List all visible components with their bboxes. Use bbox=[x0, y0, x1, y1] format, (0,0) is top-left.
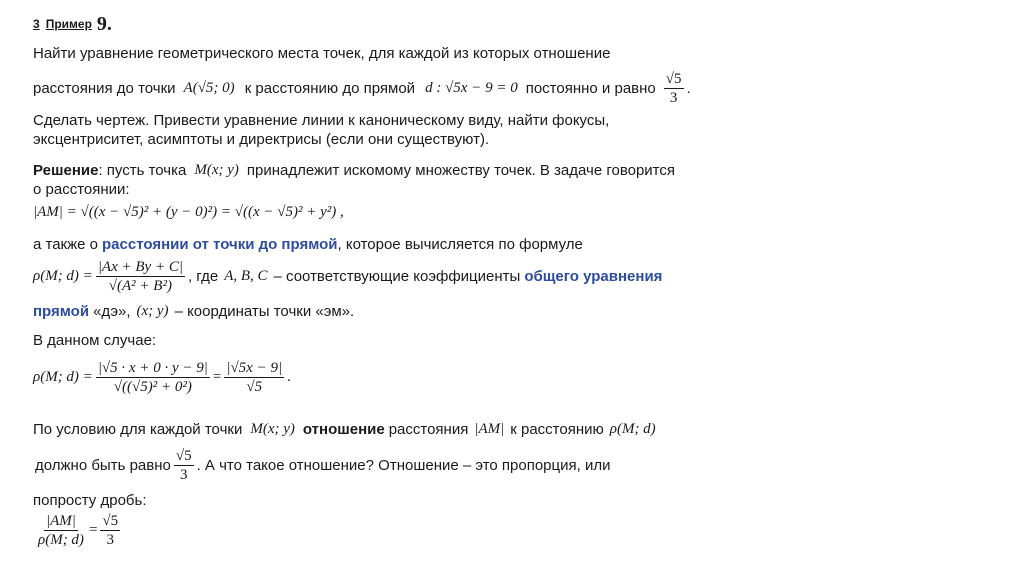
solution-line-8 bbox=[33, 447, 753, 483]
final-num: |AM| bbox=[46, 512, 76, 529]
am-abs: |AM| bbox=[474, 421, 505, 437]
case-end: . bbox=[287, 368, 291, 385]
solution-line-1 bbox=[33, 161, 753, 180]
line-d: d : √5x − 9 = 0 bbox=[425, 79, 518, 96]
ratio-num: √5 bbox=[665, 70, 682, 87]
solution-line-6: В данном случае: bbox=[33, 332, 157, 349]
solution-text-7a: По условию для каждой точки bbox=[33, 421, 243, 438]
solution-text-3b: , которое вычисляется по формуле bbox=[337, 236, 583, 253]
case-fraction-1 bbox=[96, 360, 210, 395]
solution-label: Решение bbox=[33, 162, 99, 179]
ratio-den-2: 3 bbox=[179, 466, 188, 483]
document-page bbox=[33, 12, 753, 550]
solution-line-7 bbox=[33, 420, 753, 439]
final-equals: = bbox=[88, 521, 98, 538]
solution-text-8b: . А что такое отношение? Отношение – это пропорция, или bbox=[196, 456, 611, 474]
case-formula-row bbox=[33, 350, 753, 404]
link-general-equation[interactable]: общего уравнения bbox=[524, 267, 663, 285]
rho-md: ρ(M; d) bbox=[609, 421, 656, 437]
case-num-2: |√5x − 9| bbox=[226, 359, 283, 376]
final-fraction-left bbox=[36, 513, 86, 548]
final-formula-row bbox=[33, 510, 753, 550]
example-header bbox=[33, 12, 753, 36]
problem-text-c: постоянно и равно bbox=[525, 79, 656, 97]
rho-formula-row bbox=[33, 254, 753, 298]
solution-text-5a: «дэ», bbox=[93, 303, 131, 320]
solution-text-8a: должно быть равно bbox=[35, 456, 171, 474]
solution-text-7c: к расстоянию bbox=[510, 421, 604, 438]
coords-xy: (x; y) bbox=[136, 303, 169, 319]
solution-line-2: о расстоянии: bbox=[33, 181, 130, 198]
header-number: 9. bbox=[96, 12, 112, 35]
solution-text-7b: расстояния bbox=[388, 421, 469, 438]
rho-fraction bbox=[96, 259, 185, 294]
rho-den: √(A² + B²) bbox=[108, 277, 172, 294]
final-den: ρ(M; d) bbox=[38, 531, 84, 548]
solution-text-3a: а также о bbox=[33, 236, 99, 253]
problem-line-4: эксцентриситет, асимптоты и директрисы (если они существуют). bbox=[33, 131, 490, 148]
link-line[interactable]: прямой bbox=[33, 303, 90, 320]
solution-text-5b: – координаты точки «эм». bbox=[174, 303, 355, 320]
rho-num: |Ax + By + C| bbox=[97, 258, 183, 275]
am-formula-row bbox=[33, 199, 753, 225]
case-fraction-2 bbox=[224, 360, 284, 395]
solution-line-3 bbox=[33, 235, 753, 254]
link-distance-point-line[interactable]: расстоянии от точки до прямой bbox=[102, 236, 338, 253]
header-label: Пример bbox=[45, 17, 92, 31]
case-den-1: √((√5)² + 0²) bbox=[113, 378, 192, 395]
point-m: M(x; y) bbox=[194, 162, 239, 178]
solution-text-1a: : пусть точка bbox=[98, 162, 187, 179]
case-equals: = bbox=[212, 368, 222, 385]
final-rnum: √5 bbox=[102, 512, 119, 529]
solution-text-1b: принадлежит искомому множеству точек. В задаче говорится bbox=[246, 162, 676, 179]
am-formula: |AM| = √((x − √5)² + (y − 0)²) = √((x − √5)² + y²) , bbox=[33, 203, 344, 220]
solution-line-5 bbox=[33, 302, 753, 321]
case-lhs: ρ(M; d) = bbox=[33, 368, 93, 385]
problem-text-b: к расстоянию до прямой bbox=[244, 79, 416, 97]
case-den-2: √5 bbox=[246, 378, 263, 395]
rho-lhs: ρ(M; d) = bbox=[33, 267, 93, 284]
final-rden: 3 bbox=[106, 531, 115, 548]
problem-line-1: Найти уравнение геометрического места точек, для каждой из которых отношение bbox=[33, 45, 611, 62]
solution-text-4a: , где bbox=[187, 267, 219, 285]
final-fraction-right bbox=[100, 513, 120, 548]
solution-text-4b: – соответствующие коэффициенты bbox=[273, 267, 521, 285]
point-a: A(√5; 0) bbox=[183, 79, 235, 96]
problem-line-3: Сделать чертеж. Привести уравнение линии к каноническому виду, найти фокусы, bbox=[33, 112, 610, 129]
case-num-1: |√5 · x + 0 · y − 9| bbox=[97, 359, 208, 376]
ratio-fraction bbox=[664, 71, 684, 106]
ratio-word: отношение bbox=[302, 421, 385, 438]
problem-text-a: расстояния до точки bbox=[33, 79, 176, 97]
problem-line-2: расстояния до точки A(√5; 0) к расстоянию до прямой d : √5x − 9 = 0 постоянно и равно $\frac{√5}{3}$ . bbox=[33, 70, 691, 106]
coeffs-abc: A, B, C bbox=[224, 267, 268, 284]
solution-line-9: попросту дробь: bbox=[33, 492, 147, 509]
ratio-den: 3 bbox=[669, 89, 678, 106]
point-m-2: M(x; y) bbox=[250, 421, 295, 437]
ratio-fraction-2 bbox=[174, 448, 194, 483]
header-prefix: 3 bbox=[33, 17, 40, 31]
ratio-num-2: √5 bbox=[175, 447, 192, 464]
